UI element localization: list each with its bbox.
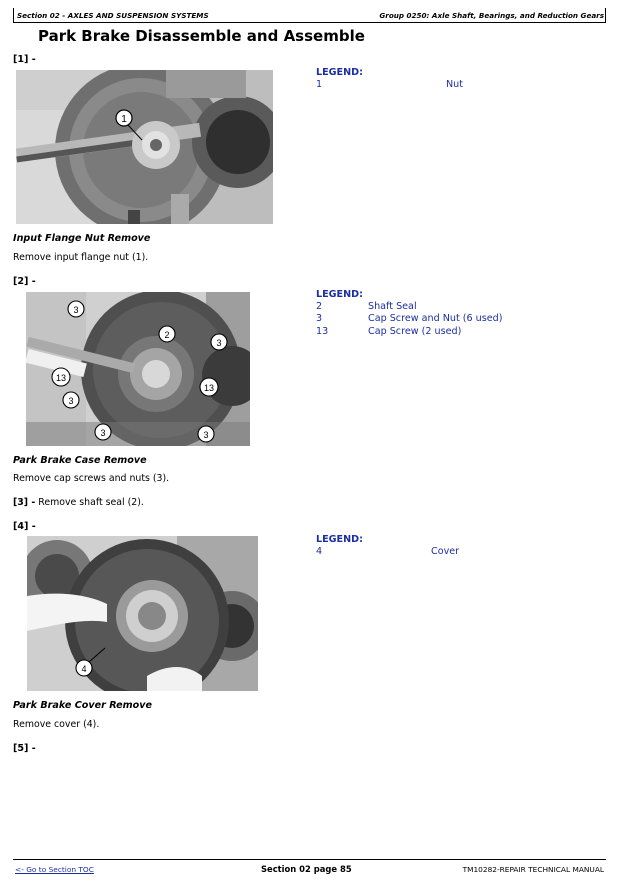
group-title: Group 0250: Axle Shaft, Bearings, and Reduction Gears <box>379 11 604 20</box>
legend-desc: Cap Screw (2 used) <box>368 325 462 337</box>
page-number: Section 02 page 85 <box>261 864 352 874</box>
text-step-2: Remove cap screws and nuts (3). <box>13 473 170 484</box>
callout-1: 1 <box>121 114 127 125</box>
manual-title: TM10282-REPAIR TECHNICAL MANUAL <box>462 865 604 874</box>
legend-row <box>316 301 417 313</box>
legend-desc: Cap Screw and Nut (6 used) <box>368 313 503 325</box>
legend-step-2 <box>316 289 503 338</box>
step-3-text: Remove shaft seal (2). <box>38 497 144 508</box>
figure-input-flange-nut <box>16 70 273 224</box>
legend-step-4 <box>316 534 460 558</box>
step-2-label: [2] - <box>13 276 36 287</box>
figure-park-brake-cover <box>27 536 258 691</box>
legend-step-1 <box>316 67 464 91</box>
step-3-label: [3] - <box>13 497 36 508</box>
section-title: Section 02 - AXLES AND SUSPENSION SYSTEMS <box>17 11 209 20</box>
legend-num: 3 <box>316 313 323 325</box>
figure-park-brake-case <box>26 292 250 446</box>
text-step-3 <box>13 497 144 508</box>
callout-13a: 13 <box>55 373 67 383</box>
callout-3e: 3 <box>203 430 209 440</box>
legend-row <box>316 79 464 91</box>
page-title: Park Brake Disassemble and Assemble <box>38 27 365 45</box>
caption-input-flange-nut: Input Flange Nut Remove <box>13 233 151 244</box>
legend-row <box>316 325 462 338</box>
page-footer <box>13 859 606 878</box>
legend-row <box>316 546 460 558</box>
callout-3a: 3 <box>73 305 79 315</box>
callout-2: 2 <box>164 330 170 340</box>
callout-4: 4 <box>81 664 87 674</box>
step-1-label: [1] - <box>13 54 36 65</box>
caption-park-brake-cover: Park Brake Cover Remove <box>13 700 152 711</box>
legend-num: 1 <box>316 79 323 90</box>
legend-row <box>316 313 503 325</box>
legend-title: LEGEND: <box>316 534 363 545</box>
step-5-label: [5] - <box>13 743 36 754</box>
legend-desc: Shaft Seal <box>368 301 417 312</box>
step-4-label: [4] - <box>13 521 36 532</box>
callout-3d: 3 <box>100 428 106 438</box>
callout-13b: 13 <box>203 383 215 393</box>
text-step-4: Remove cover (4). <box>13 719 100 730</box>
callout-3c: 3 <box>68 396 74 406</box>
legend-num: 2 <box>316 301 323 312</box>
legend-title: LEGEND: <box>316 67 363 78</box>
legend-desc: Nut <box>446 79 464 90</box>
callout-3b: 3 <box>216 338 222 348</box>
header-right-rule <box>605 8 606 22</box>
legend-num: 13 <box>316 325 329 337</box>
caption-park-brake-case: Park Brake Case Remove <box>13 455 147 466</box>
legend-num: 4 <box>316 546 323 557</box>
legend-title: LEGEND: <box>316 289 363 300</box>
section-toc-link[interactable]: <- Go to Section TOC <box>15 865 94 874</box>
legend-desc: Cover <box>431 546 460 557</box>
text-step-1: Remove input flange nut (1). <box>13 252 149 263</box>
header-left-rule <box>13 8 14 22</box>
page-header <box>13 8 606 23</box>
